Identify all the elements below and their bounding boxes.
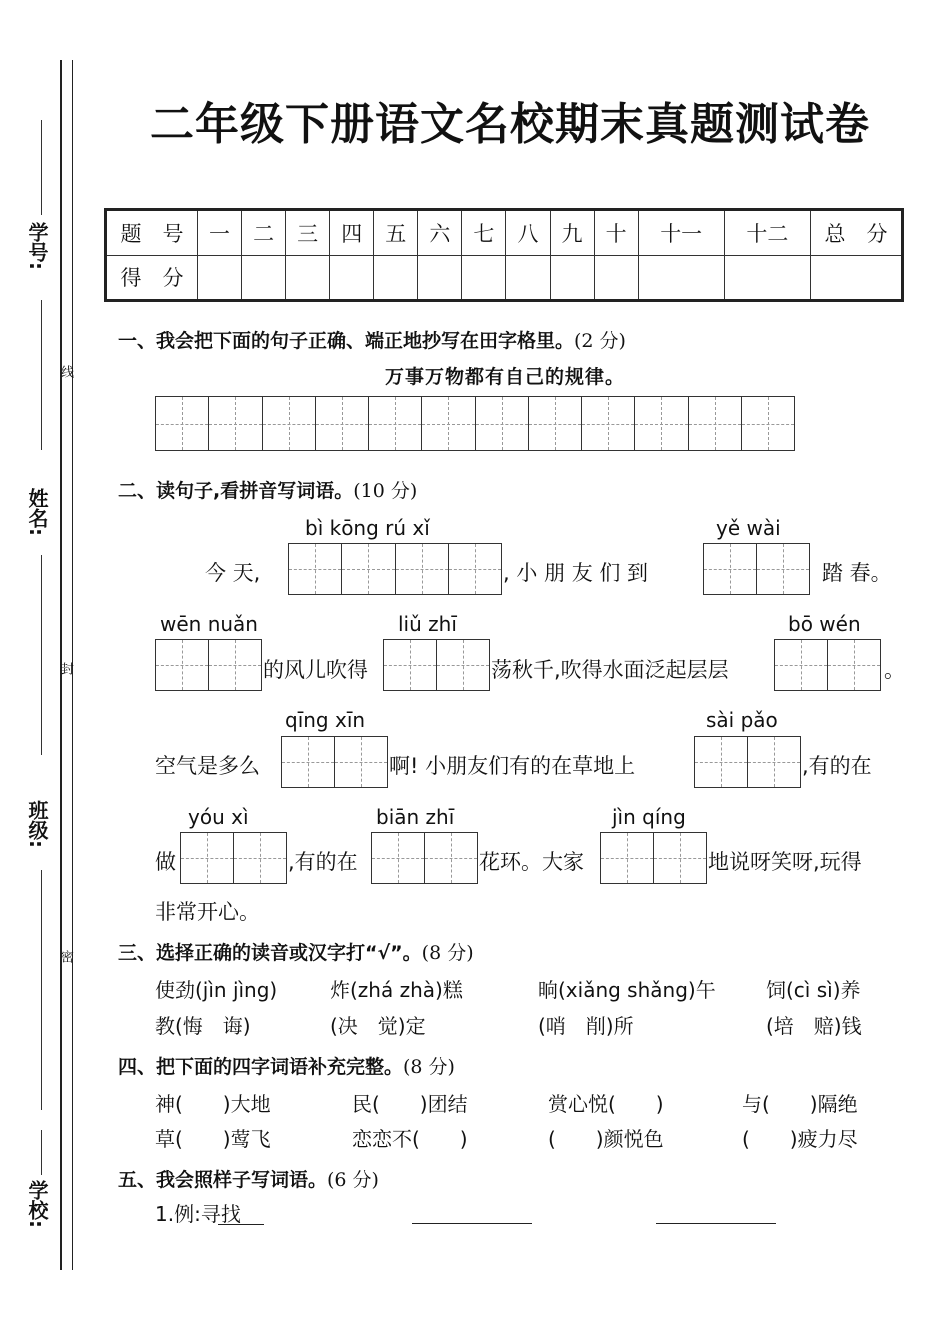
text-jintian: 今 天, — [205, 561, 261, 585]
choice-item[interactable]: 晌(xiǎng shǎng)午 — [538, 978, 716, 1002]
score-input[interactable] — [594, 255, 638, 301]
section3-heading-text: 三、选择正确的读音或汉字打“√”。 — [118, 942, 422, 964]
pinyin-yewai: yě wài — [716, 516, 781, 540]
score-header-cell: 五 — [374, 210, 418, 256]
text-feichang: 非常开心。 — [155, 900, 260, 924]
score-header-cell: 十二 — [724, 210, 810, 256]
section1-heading — [118, 326, 626, 353]
score-input[interactable] — [198, 255, 242, 301]
pinyin-qingxin: qīng xīn — [285, 708, 366, 732]
seal-feng: 封 — [58, 662, 73, 675]
text-dishuo: 地说呀笑呀,玩得 — [708, 850, 862, 874]
text-kongqi: 空气是多么 — [155, 754, 260, 778]
score-header-cell: 题 号 — [106, 210, 198, 256]
score-header-cell: 一 — [198, 210, 242, 256]
score-value-row — [106, 255, 903, 301]
score-header-cell: 二 — [242, 210, 286, 256]
section2-heading-text: 二、读句子,看拼音写词语。 — [118, 480, 354, 502]
text-period: 。 — [884, 658, 905, 682]
pinyin-liuzhi: liǔ zhī — [398, 612, 457, 636]
answer-grid-bianzhi[interactable] — [371, 832, 478, 884]
answer-grid-youxi[interactable] — [180, 832, 287, 884]
section4-points: (8 分) — [403, 1056, 455, 1078]
class-label: 班级: — [25, 800, 49, 848]
section5-example: 1.例:寻找 — [155, 1202, 241, 1226]
choice-item[interactable]: (哨 削)所 — [538, 1014, 634, 1038]
pinyin-bikongruxi: bì kōng rú xǐ — [305, 516, 430, 540]
text-taqun: 踏 春。 — [822, 561, 892, 585]
idiom-item[interactable]: 与( )隔绝 — [742, 1092, 858, 1116]
score-row-label: 得 分 — [106, 255, 198, 301]
answer-grid-bowen[interactable] — [774, 639, 881, 691]
copy-sentence: 万事万物都有自己的规律。 — [385, 366, 626, 388]
text-zuo: 做 — [155, 850, 176, 874]
text-dangqiuqian: 荡秋千,吹得水面泛起层层 — [491, 658, 729, 682]
page-title: 二年级下册语文名校期末真题测试卷 — [150, 99, 870, 150]
score-input[interactable] — [286, 255, 330, 301]
section2-heading — [118, 476, 417, 503]
name-label: 姓名: — [25, 488, 49, 536]
class-field[interactable] — [41, 870, 42, 1110]
pinyin-youxi: yóu xì — [188, 805, 249, 829]
choice-item[interactable]: 使劲(jìn jìng) — [155, 978, 278, 1002]
section1-heading-text: 一、我会把下面的句子正确、端正地抄写在田字格里。 — [118, 330, 575, 352]
text-fenger: 的风儿吹得 — [263, 658, 368, 682]
idiom-item[interactable]: 神( )大地 — [155, 1092, 271, 1116]
text-a: 啊! 小朋友们有的在草地上 — [389, 754, 636, 778]
student-no-field-bottom[interactable] — [41, 300, 42, 450]
answer-grid-wennuan[interactable] — [155, 639, 262, 691]
section2-points: (10 分) — [353, 480, 418, 502]
pinyin-jinqing: jìn qíng — [612, 805, 686, 829]
section5-heading-text: 五、我会照样子写词语。 — [118, 1169, 328, 1191]
choice-item[interactable]: (培 赔)钱 — [766, 1014, 862, 1038]
score-input[interactable] — [811, 255, 903, 301]
answer-blank-1[interactable] — [412, 1222, 532, 1224]
score-header-cell: 八 — [506, 210, 550, 256]
answer-grid-saipao[interactable] — [694, 736, 801, 788]
choice-item[interactable]: 炸(zhá zhà)糕 — [330, 978, 463, 1002]
school-field[interactable] — [41, 1130, 42, 1175]
answer-grid-jinqing[interactable] — [600, 832, 707, 884]
idiom-item[interactable]: 草( )莺飞 — [155, 1127, 271, 1151]
score-header-cell: 九 — [550, 210, 594, 256]
text-xiaopengyou: , 小 朋 友 们 到 — [503, 561, 649, 585]
copy-tianzige-grid[interactable] — [155, 396, 795, 451]
school-label: 学校: — [25, 1180, 49, 1228]
section5-points: (6 分) — [327, 1169, 379, 1191]
student-no-field[interactable] — [41, 120, 42, 215]
choice-item[interactable]: 教(悔 诲) — [155, 1014, 251, 1038]
answer-blank-2[interactable] — [656, 1222, 776, 1224]
score-header-cell: 七 — [462, 210, 506, 256]
answer-grid-yewai[interactable] — [703, 543, 810, 595]
name-field[interactable] — [41, 555, 42, 755]
score-input[interactable] — [242, 255, 286, 301]
idiom-item[interactable]: 民( )团结 — [352, 1092, 468, 1116]
pinyin-bianzhi: biān zhī — [376, 805, 455, 829]
score-input[interactable] — [506, 255, 550, 301]
score-input[interactable] — [550, 255, 594, 301]
section3-heading — [118, 938, 474, 965]
pinyin-saipao: sài pǎo — [706, 708, 778, 732]
score-input[interactable] — [418, 255, 462, 301]
pinyin-bowen: bō wén — [788, 612, 861, 636]
section4-heading-text: 四、把下面的四字词语补充完整。 — [118, 1056, 404, 1078]
answer-grid-bikongruxi[interactable] — [288, 543, 502, 595]
text-huahuan: 花环。大家 — [479, 850, 584, 874]
idiom-item[interactable]: 赏心悦( ) — [548, 1092, 664, 1116]
score-header-cell: 总 分 — [811, 210, 903, 256]
text-youdezai2: ,有的在 — [288, 850, 358, 874]
score-input[interactable] — [638, 255, 724, 301]
pinyin-wennuan: wēn nuǎn — [160, 612, 258, 636]
score-header-cell: 四 — [330, 210, 374, 256]
score-header-cell: 十 — [594, 210, 638, 256]
section5-heading — [118, 1165, 379, 1192]
student-no-label: 学号: — [25, 222, 49, 270]
idiom-item[interactable]: ( )疲力尽 — [742, 1127, 858, 1151]
answer-grid-qingxin[interactable] — [281, 736, 388, 788]
text-youdezai: ,有的在 — [802, 754, 872, 778]
seal-mi: 密 — [58, 950, 73, 963]
score-input[interactable] — [374, 255, 418, 301]
score-input[interactable] — [462, 255, 506, 301]
choice-item[interactable]: 饲(cì sì)养 — [766, 978, 861, 1002]
idiom-item[interactable]: 恋恋不( ) — [352, 1127, 468, 1151]
score-table — [104, 208, 904, 302]
score-header-cell: 六 — [418, 210, 462, 256]
score-header-cell: 十一 — [638, 210, 724, 256]
example-underline — [218, 1223, 264, 1225]
section4-heading — [118, 1052, 455, 1079]
idiom-item[interactable]: ( )颜悦色 — [548, 1127, 664, 1151]
section1-points: (2 分) — [574, 330, 626, 352]
answer-grid-liuzhi[interactable] — [383, 639, 490, 691]
score-input[interactable] — [724, 255, 810, 301]
score-header-row — [106, 210, 903, 256]
section3-points: (8 分) — [421, 942, 474, 964]
score-header-cell: 三 — [286, 210, 330, 256]
score-input[interactable] — [330, 255, 374, 301]
seal-xian: 线 — [58, 365, 73, 378]
choice-item[interactable]: (决 觉)定 — [330, 1014, 426, 1038]
